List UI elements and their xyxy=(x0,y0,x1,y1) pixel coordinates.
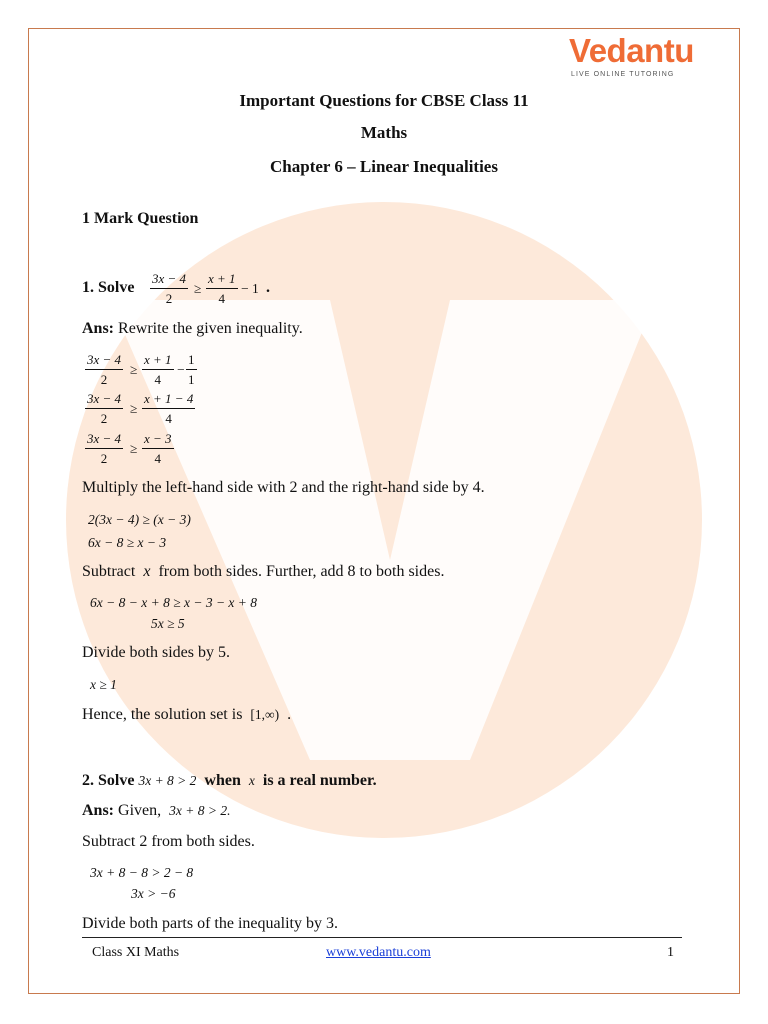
q1-step1-rhs2: $\frac{1}{1}$ xyxy=(188,352,195,387)
q2-eq2: 3x > −6 xyxy=(131,886,176,901)
title-line-3: Chapter 6 – Linear Inequalities xyxy=(270,157,498,176)
q1-end: . xyxy=(266,279,270,296)
q1-eq3: 6x − 8 − x + 8 ≥ x − 3 − x + 8 xyxy=(90,595,258,610)
q1-eq4: 5x ≥ 5 xyxy=(151,616,185,631)
q1-answer-line: Ans: Rewrite the given inequality. xyxy=(82,320,303,337)
logo-wordmark: Vedantu xyxy=(569,32,694,69)
q1-step2-op: ≥ xyxy=(130,401,138,416)
q1-eq2: 6x − 8 ≥ x − 3 xyxy=(88,535,167,550)
q1-rhs-fraction: $\frac{x + 1}{4}$ xyxy=(208,271,236,306)
solution-set: [1,∞) xyxy=(250,707,280,722)
q1-step3-op: ≥ xyxy=(130,441,138,456)
q2-divide-text: Divide both parts of the inequality by 3. xyxy=(82,915,338,932)
q1-step3-lhs: $\frac{3x - 4}{2}$ xyxy=(87,431,122,466)
logo-tagline: LIVE ONLINE TUTORING xyxy=(571,71,675,78)
q1-step2-lhs: $\frac{3x - 4}{2}$ xyxy=(87,391,122,426)
q1-multiply-text: Multiply the left-hand side with 2 and the right-hand side by 4. xyxy=(82,479,485,496)
q2-prompt: 2. Solve 3x + 8 > 2 when x is a real number. xyxy=(82,772,377,789)
q1-subtract-line: Subtract x from both sides. Further, add 8 to both sides. xyxy=(82,563,445,580)
q1-eq5: x ≥ 1 xyxy=(90,677,117,692)
q1-divide-text: Divide both sides by 5. xyxy=(82,644,230,661)
q1-solution-line: Hence, the solution set is [1,∞) . xyxy=(82,706,292,723)
q2-subtract-text: Subtract 2 from both sides. xyxy=(82,833,255,850)
q1-step1-rhs: $\frac{x + 1}{4}$ xyxy=(144,352,172,387)
q2-answer-line: Ans: Given, 3x + 8 > 2. xyxy=(82,802,231,819)
q1-prompt: 1. Solve xyxy=(82,279,135,296)
q1-step1-lhs: $\frac{3x - 4}{2}$ xyxy=(87,352,122,387)
page-number: 1 xyxy=(667,945,674,960)
q1-step3-rhs: $\frac{x - 3}{4}$ xyxy=(144,431,172,466)
q2-eq1: 3x + 8 − 8 > 2 − 8 xyxy=(90,865,194,880)
q1-lhs-fraction: $\frac{3x - 4}{2}$ xyxy=(152,271,187,306)
footer-left: Class XI Maths xyxy=(92,945,180,960)
q1-step1-op: ≥ xyxy=(130,362,138,377)
q1-step1-minus: − xyxy=(177,362,185,377)
title-line-2: Maths xyxy=(360,123,408,142)
q1-operator: ≥ xyxy=(194,281,202,296)
vedantu-logo[interactable] xyxy=(565,32,715,82)
q1-eq1: 2(3x − 4) ≥ (x − 3) xyxy=(88,512,191,527)
q1-rhs-tail: − 1 xyxy=(241,281,259,296)
footer-divider xyxy=(82,937,682,938)
section-heading: 1 Mark Question xyxy=(82,210,199,227)
title-line-1: Important Questions for CBSE Class 11 xyxy=(239,91,529,110)
footer-website-link[interactable]: www.vedantu.com xyxy=(326,945,431,960)
q1-step2-rhs: $\frac{x + 1 - 4}{4}$ xyxy=(144,391,194,426)
